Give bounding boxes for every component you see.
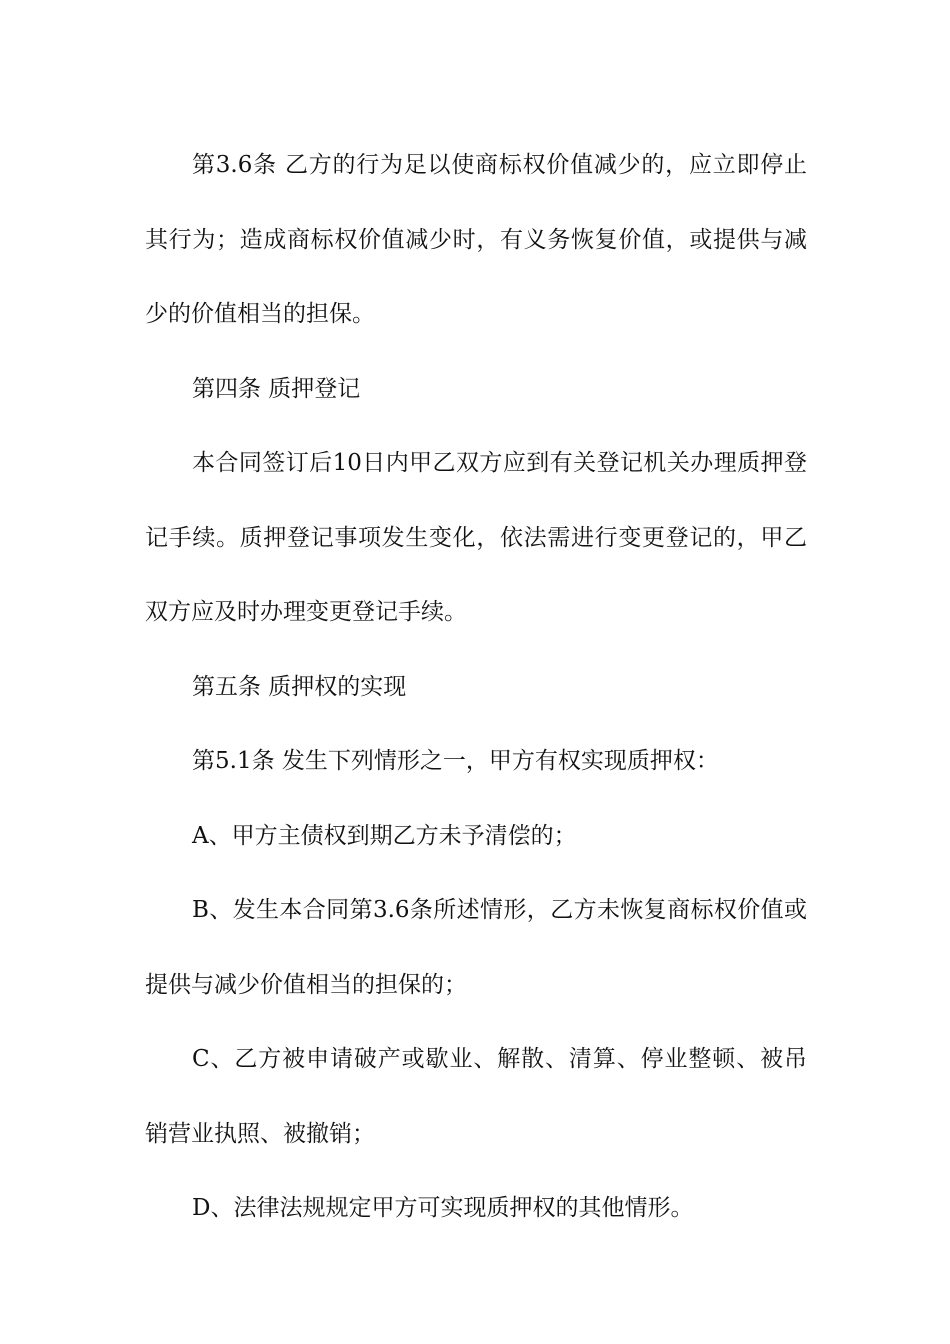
document-body bbox=[145, 128, 807, 1246]
article-5-heading: 第五条 质押权的实现 bbox=[192, 673, 407, 700]
list-item-d: D、法律法规规定甲方可实现质押权的其他情形。 bbox=[192, 1195, 694, 1221]
list-item-c: C、乙方被申请破产或歇业、解散、清算、停业整顿、被吊销营业执照、被撤销； bbox=[145, 1046, 807, 1147]
clause-5-1-paragraph: 第5.1条 发生下列情形之一，甲方有权实现质押权： bbox=[192, 748, 719, 774]
clause-3-6-paragraph: 第3.6条 乙方的行为足以使商标权价值减少的，应立即停止其行为；造成商标权价值减少时，有义务恢复价值，或提供与减少的价值相当的担保。 bbox=[145, 152, 807, 327]
list-item-b: B、发生本合同第3.6条所述情形，乙方未恢复商标权价值或提供与减少价值相当的担保的； bbox=[145, 897, 807, 998]
list-item-a: A、甲方主债权到期乙方未予清偿的； bbox=[192, 822, 577, 849]
article-4-paragraph: 本合同签订后10日内甲乙双方应到有关登记机关办理质押登记手续。质押登记事项发生变化，依法需进行变更登记的，甲乙双方应及时办理变更登记手续。 bbox=[145, 450, 807, 625]
article-4-heading: 第四条 质押登记 bbox=[192, 375, 361, 402]
